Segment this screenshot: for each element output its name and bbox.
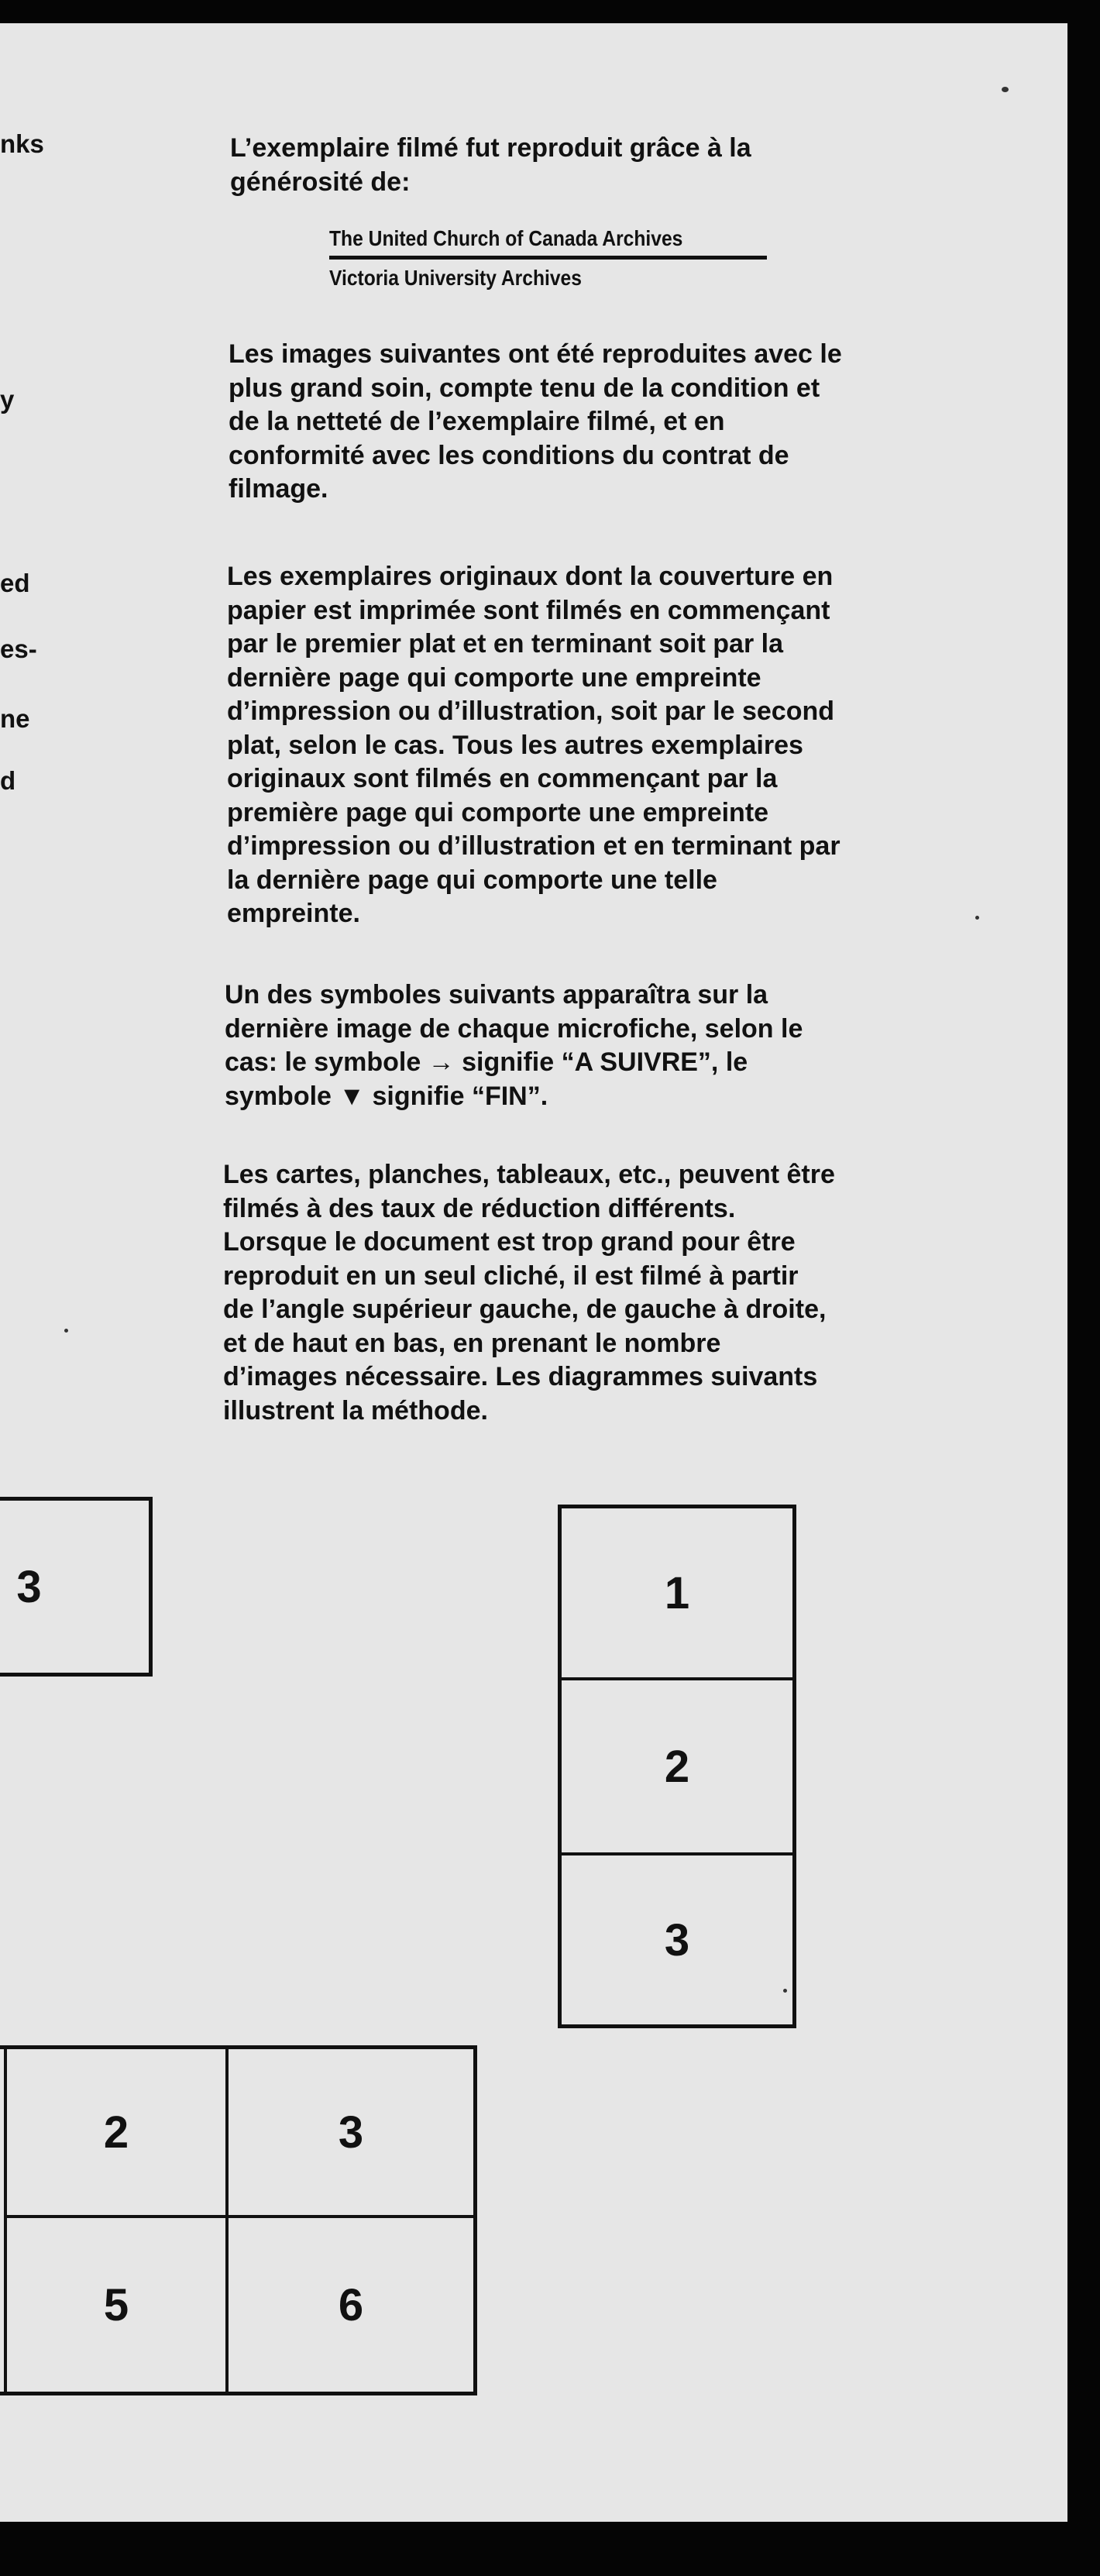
- left-fragment-4: es-: [0, 635, 37, 663]
- left-fragment-2: y: [0, 385, 15, 414]
- left-fragment-6: d: [0, 766, 16, 795]
- archive-divider: [329, 256, 767, 260]
- archive-name-2: Victoria University Archives: [329, 266, 582, 290]
- left-fragment-3: ed: [0, 569, 30, 597]
- diagram-grid-cell-3: 3: [229, 2049, 473, 2218]
- archive-name-1: The United Church of Canada Archives: [329, 226, 683, 250]
- heading: L’exemplaire filmé fut reproduit grâce à la générosité de:: [230, 133, 751, 197]
- diagram-grid-cell-5: 5: [4, 2218, 229, 2392]
- diagram-grid-cell-6: 6: [338, 2279, 364, 2330]
- scan-speck: [1002, 87, 1009, 92]
- diagram-grid-frame: [0, 2045, 477, 2395]
- archives-credit: [329, 226, 771, 291]
- paragraph-method: Les cartes, planches, tableaux, etc., peuvent être filmés à des taux de réduction différents. Lorsque le document est trop grand pour être reproduit en un seul cliché, il est filmé à partir de l’angle supérieur gauche, de gauche à droite, et de haut en bas, en prenant le nombre d’images nécessaire. Les diagrammes suivants illustrent la méthode.: [223, 1160, 835, 1426]
- diagram-column-frame: [558, 1505, 796, 2028]
- paragraph-reproduction: Les images suivantes ont été reproduites avec le plus grand soin, compte tenu de la condition et de la netteté de l’exemplaire filmé, et en conformité avec les conditions du contrat de filmage.: [229, 339, 842, 504]
- diagram-row-cell-3: 3: [16, 1561, 42, 1612]
- paragraph-symbols: Un des symboles suivants apparaîtra sur la dernière image de chaque microfiche, selon le cas: le symbole → signifie “A SUIVRE”, le symbole ▼ signifie “FIN”.: [225, 980, 803, 1111]
- scan-speck: [975, 916, 979, 920]
- left-fragment-5: ne: [0, 704, 30, 733]
- diagram-grid-cell-2: 2: [4, 2049, 229, 2218]
- scan-speck: [64, 1329, 68, 1333]
- diagram-column-cell-1: 1: [562, 1508, 792, 1680]
- left-fragment-1: nks: [0, 129, 44, 158]
- diagram-column-cell-2: 2: [562, 1680, 792, 1855]
- diagram-row-frame: [0, 1497, 153, 1677]
- scan-speck: [783, 1989, 787, 1993]
- paragraph-originals: Les exemplaires originaux dont la couverture en papier est imprimée sont filmés en commençant par le premier plat et en terminant soit par la dernière page qui comporte une empreinte d’impression ou d’illustration, soit par le second plat, selon le cas. Tous les autres exemplaires originaux sont filmés en commençant par la première page qui comporte une empreinte d’impression ou d’illustration et en terminant par la dernière page qui comporte une telle empreinte.: [227, 562, 840, 928]
- document-page: [0, 23, 1067, 2522]
- diagram-column-cell-3: 3: [664, 1914, 690, 1966]
